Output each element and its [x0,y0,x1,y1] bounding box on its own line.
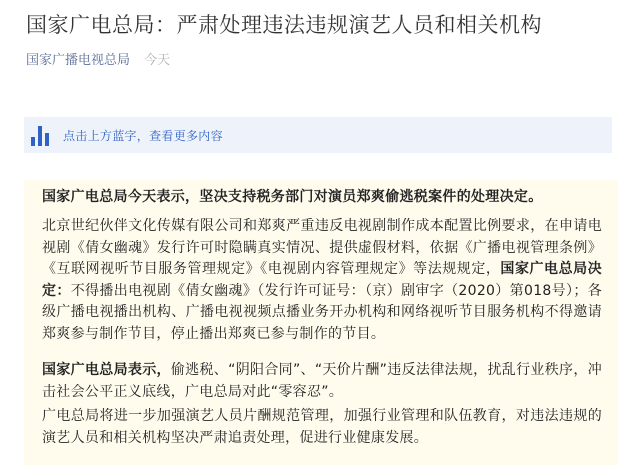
publish-time: 今天 [144,53,171,68]
paragraph-statement [42,360,602,403]
paragraph-decision [42,216,602,345]
article-title: 国家广电总局：严肃处理违法违规演艺人员和相关机构 [26,13,542,37]
decision-label: 国家广电总局决定： [42,261,602,299]
bar-chart-icon [29,124,55,146]
article-body [24,180,618,465]
paragraph-outlook: 广电总局将进一步加强演艺人员片酬规范管理，加强行业管理和队伍教育，对违法违规的演艺人员和相关机构坚决严肃追责处理，促进行业健康发展。 [42,408,602,446]
paragraph-decision-text: 北京世纪伙伴文化传媒有限公司和郑爽严重违反电视剧制作成本配置比例要求，在申请电视剧《倩女幽魂》发行许可时隐瞒真实情况、提供虚假材料，依据《广播电视管理条例》《互联网视听节目服务管理规定》《电视剧内容管理规定》等法规规定， [42,218,602,277]
follow-banner-text: 点击上方蓝字，查看更多内容 [63,128,223,143]
paragraph-statement-rest: 偷逃税、“阴阳合同”、“天价片酬”违反法律法规，扰乱行业秩序，冲击社会公平正义底线，广电总局对此“零容忍”。 [42,362,602,400]
lead-paragraph: 国家广电总局今天表示，坚决支持税务部门对演员郑爽偷逃税案件的处理决定。 [42,189,543,205]
paragraph-decision-rest: 不得播出电视剧《倩女幽魂》（发行许可证号：（京）剧审字（2020）第018号）；各级广播电视播出机构、广播电视视频点播业务开办机构和网络视听节目服务机构不得邀请郑爽参与制作节目，停止播出郑爽已参与制作的节目。 [42,282,602,342]
source-account-link[interactable]: 国家广播电视总局 [26,53,131,68]
article-meta [26,52,170,70]
follow-banner[interactable] [24,117,612,153]
statement-label: 国家广电总局表示， [42,362,171,378]
